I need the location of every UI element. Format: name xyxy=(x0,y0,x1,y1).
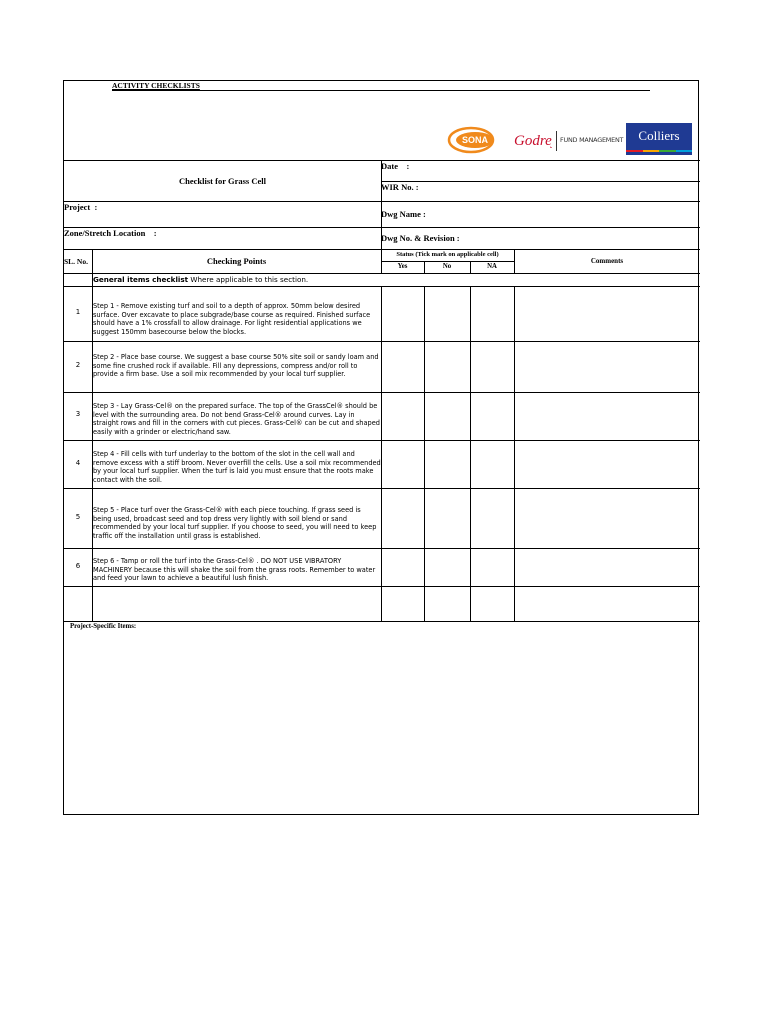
activity-title: ACTIVITY CHECKLISTS xyxy=(112,81,200,90)
divider xyxy=(64,341,700,342)
col-sl-header: SL. No. xyxy=(64,257,88,266)
logo-row xyxy=(446,123,696,157)
checking-point-text: Step 6 - Tamp or roll the turf into the Grass-Cel® . DO NOT USE VIBRATORY MACHINERY because this will shake the soil from the grass roots. Remember to water and feed your lawn to achieve a beautiful lush finish. xyxy=(93,557,376,583)
colliers-stripe xyxy=(626,150,692,152)
checking-point-text: Step 5 - Place turf over the Grass-Cel® with each piece touching. If grass seed is being used, broadcast seed and top dress very lightly with soil blend or sand recommended by your local turf supplier. If you choose to seed, you will need to keep traffic off the installation until grass is established. xyxy=(93,506,377,540)
row-number: 5 xyxy=(75,513,81,521)
project-specific-label: Project-Specific Items: xyxy=(70,623,137,630)
checking-point-text: Step 3 - Lay Grass-Cel® on the prepared surface. The top of the GrassCel® should be level with the surrounding area. Do not bend Grass-Cel® around curves. Lay in straight rows and fill in the corners with cut pieces. Grass-Cel® can be cut and shaped easily with a grinder or electric/hand saw. xyxy=(93,402,380,436)
col-na-header: NA xyxy=(487,263,497,270)
zone-label: Zone/Stretch Location : xyxy=(64,228,157,238)
sona-logo xyxy=(446,125,504,155)
col-yes-header: Yes xyxy=(397,263,408,270)
svg-text:Godrej: Godrej xyxy=(514,133,552,149)
divider xyxy=(381,286,382,621)
general-items-row xyxy=(93,275,308,284)
row-number: 1 xyxy=(75,308,81,316)
general-items-note: Where applicable to this section. xyxy=(188,275,309,284)
row-number: 4 xyxy=(75,459,81,467)
divider xyxy=(424,286,425,621)
logo-separator xyxy=(556,131,557,151)
checking-point-text: Step 1 - Remove existing turf and soil to a depth of approx. 50mm below desired surface. Over excavate to place subgrade/base course as required. Finished surface should have a 1% crossfall to allow drainage. For light residential applications we suggest 150mm basecourse below the blocks. xyxy=(93,302,371,336)
row-number: 3 xyxy=(75,410,81,418)
divider xyxy=(64,227,700,228)
divider xyxy=(64,286,700,287)
row-number: 2 xyxy=(75,361,81,369)
general-items-heading: General items checklist xyxy=(93,275,189,284)
divider xyxy=(470,286,471,621)
divider xyxy=(64,621,700,622)
godrej-logo xyxy=(512,123,552,157)
col-no-header: No xyxy=(442,263,452,270)
divider xyxy=(64,249,700,250)
fund-management-text: FUND MANAGEMENT xyxy=(560,136,624,144)
divider xyxy=(64,273,700,274)
checklist-title: Checklist for Grass Cell xyxy=(179,176,266,186)
date-label: Date : xyxy=(381,161,410,171)
divider xyxy=(64,586,700,587)
divider xyxy=(64,201,700,202)
checklist-frame xyxy=(63,80,699,815)
col-status-header: Status (Tick mark on applicable cell) xyxy=(396,251,499,258)
colliers-wordmark: Colliers xyxy=(638,128,680,143)
divider xyxy=(64,392,700,393)
colliers-logo xyxy=(626,123,692,155)
divider xyxy=(64,548,700,549)
dwg-name-label: Dwg Name : xyxy=(381,209,426,219)
col-points-header: Checking Points xyxy=(206,256,267,266)
dwg-no-label: Dwg No. & Revision : xyxy=(381,233,460,243)
col-comments-header: Comments xyxy=(590,257,624,265)
divider xyxy=(381,181,700,182)
divider xyxy=(64,440,700,441)
project-label: Project : xyxy=(64,202,98,212)
wir-label: WIR No. : xyxy=(381,182,419,192)
checking-point-text: Step 2 - Place base course. We suggest a base course 50% site soil or sandy loam and some fine crushed rock if available. Fill any depressions, compress and/or roll to provide a firm base. Use a soil mix recommended by your local turf supplier. xyxy=(93,353,379,379)
divider xyxy=(381,261,514,262)
divider xyxy=(514,286,515,621)
row-number: 6 xyxy=(75,562,81,570)
svg-text:SONA: SONA xyxy=(461,135,489,145)
checking-point-text: Step 4 - Fill cells with turf underlay to the bottom of the slot in the cell wall and remove excess with a stiff broom. Never overfill the cells. Use a soil mix recommended by your local turf supplier. When the turf is laid you must ensure that the roots make contact with the soil. xyxy=(93,450,381,484)
divider xyxy=(64,488,700,489)
title-underline xyxy=(112,90,650,91)
